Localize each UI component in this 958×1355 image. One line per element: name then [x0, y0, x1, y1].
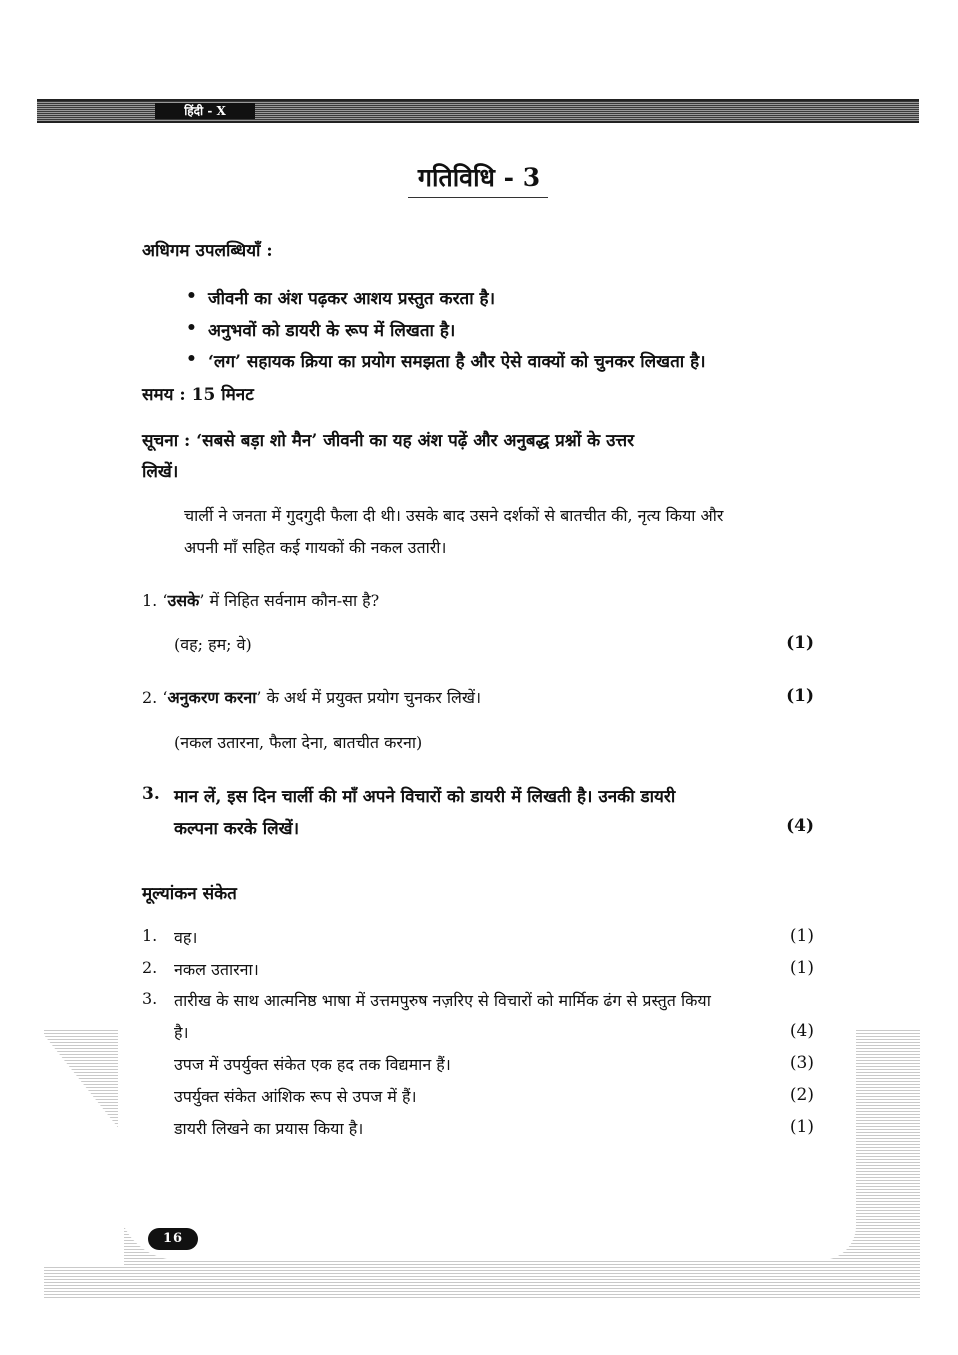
evaluation-marks: (4) — [789, 1021, 814, 1041]
question-2 — [142, 686, 481, 708]
evaluation-marks: (2) — [789, 1085, 814, 1105]
time-allotted: समय : 15 मिनट — [142, 385, 254, 405]
evaluation-text: है। — [174, 1023, 189, 1042]
question-term: अनुकरण करना — [167, 688, 257, 707]
question-number: 2. — [142, 688, 158, 707]
question-term: उसके — [167, 591, 200, 610]
evaluation-text: उपर्युक्त संकेत आंशिक रूप से उपज में हैं। — [174, 1087, 417, 1106]
evaluation-marks: (3) — [789, 1053, 814, 1073]
evaluation-marks: (1) — [789, 926, 814, 946]
notice-line: लिखें। — [142, 462, 179, 482]
passage-line: चार्ली ने जनता में गुदगुदी फैला दी थी। उसके बाद उसने दर्शकों से बातचीत की, नृत्य किया और — [184, 506, 724, 525]
question-text: मान लें, इस दिन चार्ली की माँ अपने विचारों को डायरी में लिखती है। उनकी डायरी — [174, 787, 676, 807]
evaluation-text: उपज में उपर्युक्त संकेत एक हद तक विद्यमान हैं। — [174, 1055, 451, 1074]
outcome-item: अनुभवों को डायरी के रूप में लिखता है। — [208, 321, 456, 341]
outcome-bullet: • — [186, 286, 197, 306]
passage-line: अपनी माँ सहित कई गायकों की नकल उतारी। — [184, 538, 447, 557]
question-quote-open: ‘ — [162, 688, 168, 707]
question-marks: (1) — [786, 686, 814, 706]
outcome-bullet: • — [186, 318, 197, 338]
question-1 — [142, 589, 379, 611]
evaluation-text: तारीख के साथ आत्मनिष्ठ भाषा में उत्तमपुरुष नज़रिए से विचारों को मार्मिक ढंग से प्रस्तुत किया — [174, 991, 711, 1010]
evaluation-heading: मूल्यांकन संकेत — [142, 884, 237, 904]
outcome-item: ‘लग’ सहायक क्रिया का प्रयोग समझता है और ऐसे वाक्यों को चुनकर लिखता है। — [208, 352, 706, 372]
evaluation-text: नकल उतारना। — [174, 960, 259, 979]
outcome-item: जीवनी का अंश पढ़कर आशय प्रस्तुत करता है। — [208, 289, 496, 309]
title-underline — [408, 197, 548, 198]
evaluation-text: वह। — [174, 928, 198, 947]
notice-line: सूचना : ‘सबसे बड़ा शो मैन’ जीवनी का यह अंश पढ़ें और अनुबद्ध प्रश्नों के उत्तर — [142, 431, 635, 451]
question-text: ’ के अर्थ में प्रयुक्त प्रयोग चुनकर लिखें। — [256, 688, 482, 707]
page-title: गतिविधि - 3 — [417, 163, 541, 192]
evaluation-marks: (1) — [789, 958, 814, 978]
evaluation-number: 3. — [142, 989, 158, 1008]
question-marks: (4) — [786, 816, 814, 836]
question-options: (वह; हम; वे) — [174, 635, 252, 654]
left-fold-decoration — [44, 1035, 124, 1265]
evaluation-text: डायरी लिखने का प्रयास किया है। — [174, 1119, 364, 1138]
question-text: ’ में निहित सर्वनाम कौन-सा है? — [199, 591, 380, 610]
question-options: (नकल उतारना, फैला देना, बातचीत करना) — [174, 733, 423, 752]
evaluation-number: 1. — [142, 926, 158, 945]
subject-tab: हिंदी - X — [155, 103, 255, 119]
question-number: 3. — [142, 784, 160, 804]
question-quote-open: ‘ — [162, 591, 168, 610]
outcomes-heading: अधिगम उपलब्धियाँ : — [142, 241, 273, 261]
question-number: 1. — [142, 591, 158, 610]
question-marks: (1) — [786, 633, 814, 653]
evaluation-marks: (1) — [789, 1117, 814, 1137]
evaluation-number: 2. — [142, 958, 158, 977]
outcome-bullet: • — [186, 349, 197, 369]
page-number-badge: 16 — [148, 1228, 198, 1250]
question-text: कल्पना करके लिखें। — [174, 819, 300, 839]
